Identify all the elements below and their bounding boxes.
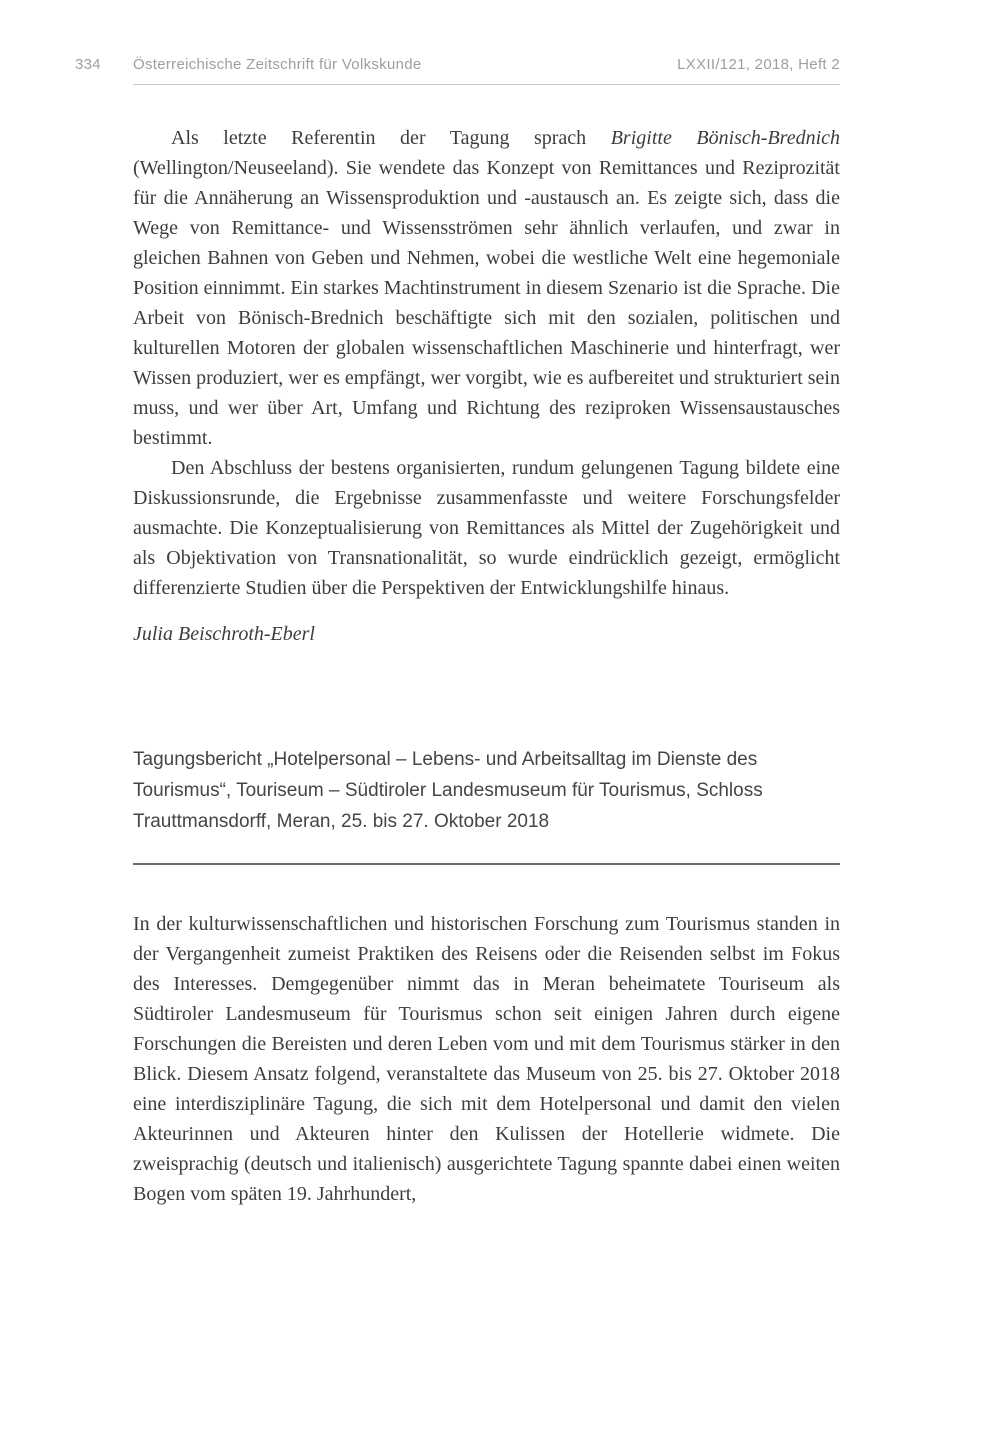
article-paragraph-1 (133, 123, 840, 453)
paragraph-text-after: (Wellington/Neuseeland). Sie wendete das Konzept von Remittances und Reziprozität für die Annäherung an Wissensproduktion und -austausch an. Es zeigte sich, dass die Wege von Remittance- und Wissensströmen sehr ähnlich verlaufen, und zwar in gleichen Bahnen von Geben und Nehmen, wobei die westliche Welt eine hegemoniale Position einnimmt. Ein starkes Machtinstrument in diesem Szenario ist die Sprache. Die Arbeit von Bönisch-Brednich beschäftigte sich mit den sozialen, politischen und kulturellen Motoren der globalen wissenschaftlichen Maschinerie und hinterfragt, wer Wissen produziert, wer es empfängt, wer vorgibt, wie es aufbereitet und strukturiert sein muss, und wer über Art, Umfang und Richtung des reziproken Wissensaustausches bestimmt. (133, 157, 840, 449)
section-divider (133, 863, 840, 865)
author-signature: Julia Beischroth-Eberl (133, 623, 315, 645)
paragraph-text-before: Als letzte Referentin der Tagung sprach (171, 127, 611, 149)
running-head (75, 56, 840, 73)
header-divider (133, 84, 840, 85)
report-heading: Tagungsbericht „Hotelpersonal – Lebens- und Arbeitsalltag im Dienste des Tourismus“, Touriseum – Südtiroler Landesmuseum für Tourismus, Schloss Trauttmansdorff, Meran, 25. bis 27. Oktober 2018 (133, 749, 763, 832)
issue-info: LXXII/121, 2018, Heft 2 (677, 56, 840, 73)
article-paragraph-2: Den Abschluss der bestens organisierten, rundum gelungenen Tagung bildete eine Diskussionsrunde, die Ergebnisse zusammenfasste und weitere Forschungsfelder ausmachte. Die Konzeptualisierung von Remittances als Mittel der Zugehörigkeit und als Objektivation von Transnationalität, so wurde eindrücklich gezeigt, ermöglicht differenzierte Studien über die Perspektiven der Entwicklungshilfe hinaus. (133, 457, 840, 599)
page-number: 334 (75, 56, 101, 73)
report-paragraph-1: In der kulturwissenschaftlichen und historischen Forschung zum Tourismus standen in der Vergangenheit zumeist Praktiken des Reisens oder die Reisenden selbst im Fokus des Interesses. Demgegenüber nimmt das in Meran beheimatete Touriseum als Südtiroler Landesmuseum für Tourismus schon seit einigen Jahren durch eigene Forschungen die Bereisten und deren Leben vom und mit dem Tourismus stärker in den Blick. Diesem Ansatz folgend, veranstaltete das Museum von 25. bis 27. Oktober 2018 eine interdisziplinäre Tagung, die sich mit dem Hotelpersonal und damit den vielen Akteurinnen und Akteuren hinter den Kulissen der Hotellerie widmete. Die zweisprachig (deutsch und italienisch) ausgerichtete Tagung spannte dabei einen weiten Bogen vom späten 19. Jahrhundert, (133, 913, 840, 1205)
text-column (133, 123, 840, 1209)
journal-title: Österreichische Zeitschrift für Volkskunde (133, 56, 422, 73)
speaker-name: Brigitte Bönisch-Brednich (610, 127, 841, 149)
